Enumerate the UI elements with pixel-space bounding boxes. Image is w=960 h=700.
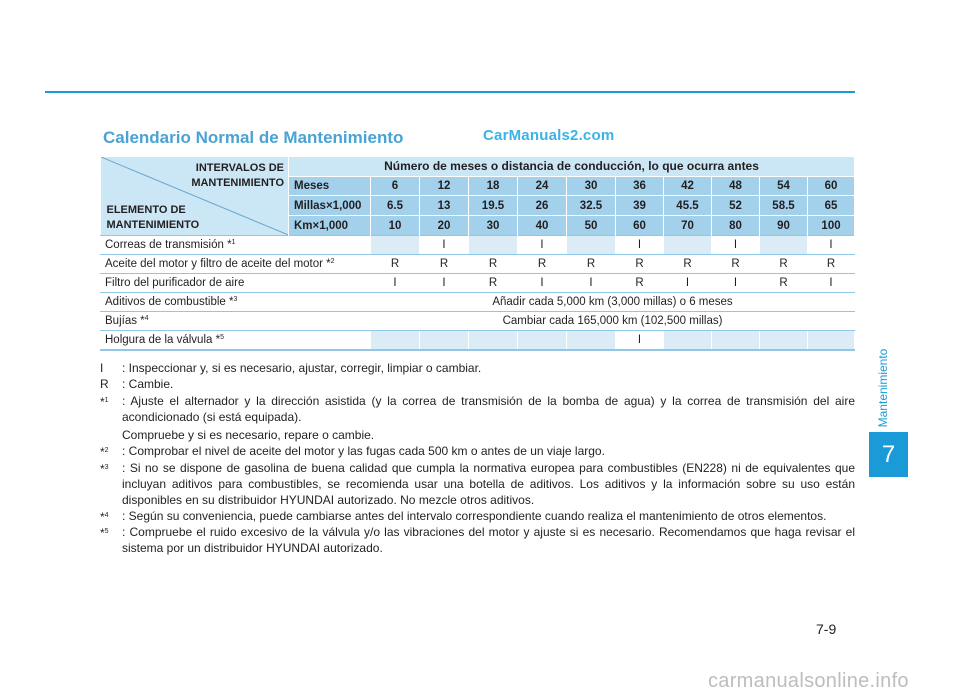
- note-text: Compruebe y si es necesario, repare o cambie.: [122, 428, 375, 442]
- maintenance-schedule-table: [100, 157, 855, 351]
- schedule-cell: [664, 236, 712, 255]
- schedule-cell: I: [518, 236, 567, 255]
- chapter-tab: 7: [869, 432, 908, 477]
- schedule-cell: I: [712, 236, 760, 255]
- interval-value: 10: [371, 216, 420, 236]
- table-row: [101, 331, 855, 351]
- interval-value: 19.5: [469, 196, 518, 216]
- maintenance-item-name: Bujías *$^4$: [101, 312, 371, 331]
- note-key: R: [100, 377, 109, 391]
- maintenance-item-name: Aceite del motor y filtro de aceite del motor *$^2$: [101, 255, 371, 274]
- schedule-cell: R: [808, 255, 855, 274]
- interval-value: 100: [808, 216, 855, 236]
- notes-legend: [100, 360, 855, 556]
- footer-watermark: carmanualsonline.info: [708, 670, 909, 692]
- interval-value: 36: [616, 176, 664, 196]
- interval-value: 45.5: [664, 196, 712, 216]
- note-item: [100, 443, 855, 459]
- note-item: [100, 524, 855, 556]
- side-section-label: Mantenimiento: [876, 348, 890, 428]
- schedule-cell: R: [760, 274, 808, 293]
- schedule-cell: I: [567, 274, 616, 293]
- maintenance-item-name: Correas de transmisión *$^1$: [101, 236, 371, 255]
- schedule-cell: [712, 331, 760, 351]
- schedule-cell: R: [616, 255, 664, 274]
- table-row: [101, 312, 855, 331]
- interval-row-label: Millas×1,000: [289, 196, 371, 216]
- interval-value: 52: [712, 196, 760, 216]
- interval-value: 32.5: [567, 196, 616, 216]
- note-item: [100, 360, 855, 376]
- interval-value: 48: [712, 176, 760, 196]
- interval-value: 42: [664, 176, 712, 196]
- maintenance-interval-note: Cambiar cada 165,000 km (102,500 millas): [371, 312, 855, 331]
- schedule-cell: [808, 331, 855, 351]
- interval-value: 12: [420, 176, 469, 196]
- schedule-cell: I: [808, 236, 855, 255]
- schedule-cell: I: [420, 236, 469, 255]
- schedule-cell: I: [616, 236, 664, 255]
- note-item: [100, 508, 855, 524]
- schedule-cell: [469, 331, 518, 351]
- schedule-cell: I: [518, 274, 567, 293]
- schedule-cell: R: [371, 255, 420, 274]
- schedule-cell: R: [420, 255, 469, 274]
- table-row: [101, 293, 855, 312]
- schedule-cell: [664, 331, 712, 351]
- interval-value: 30: [469, 216, 518, 236]
- note-key: *$^1$: [100, 395, 109, 409]
- schedule-cell: R: [664, 255, 712, 274]
- schedule-cell: [371, 236, 420, 255]
- note-item: [100, 376, 855, 392]
- schedule-cell: [567, 331, 616, 351]
- table-row: [101, 274, 855, 293]
- note-text: : Compruebe el ruido excesivo de la válvula y/o las vibraciones del motor y ajuste si es necesario. Recomendamos que haga revisar el sistema por un distribuidor HYUNDAI autorizado.: [122, 525, 855, 555]
- interval-value: 24: [518, 176, 567, 196]
- schedule-cell: I: [664, 274, 712, 293]
- maintenance-item-name: Aditivos de combustible *$^3$: [101, 293, 371, 312]
- schedule-cell: R: [567, 255, 616, 274]
- maintenance-item-name: Holgura de la válvula *$^5$: [101, 331, 371, 351]
- interval-value: 20: [420, 216, 469, 236]
- interval-value: 70: [664, 216, 712, 236]
- interval-value: 39: [616, 196, 664, 216]
- page-title: Calendario Normal de Mantenimiento: [103, 128, 404, 147]
- note-key: *$^5$: [100, 526, 109, 540]
- interval-value: 18: [469, 176, 518, 196]
- interval-value: 60: [808, 176, 855, 196]
- note-item: [100, 427, 855, 443]
- schedule-cell: [760, 331, 808, 351]
- interval-value: 13: [420, 196, 469, 216]
- interval-value: 50: [567, 216, 616, 236]
- table-row: [101, 236, 855, 255]
- interval-value: 40: [518, 216, 567, 236]
- corner-items-label: ELEMENTO DE MANTENIMIENTO: [106, 204, 200, 231]
- schedule-cell: [518, 331, 567, 351]
- schedule-cell: I: [808, 274, 855, 293]
- schedule-cell: R: [518, 255, 567, 274]
- schedule-cell: [567, 236, 616, 255]
- schedule-cell: R: [469, 274, 518, 293]
- interval-value: 60: [616, 216, 664, 236]
- schedule-cell: I: [371, 274, 420, 293]
- top-rule: [45, 91, 855, 93]
- schedule-cell: R: [469, 255, 518, 274]
- interval-value: 6: [371, 176, 420, 196]
- page-number: 7-9: [816, 621, 837, 637]
- schedule-cell: [469, 236, 518, 255]
- interval-value: 80: [712, 216, 760, 236]
- note-text: : Ajuste el alternador y la dirección asistida (y la correa de transmisión de la bomba de agua) y la correa de transmisión del aire acondicionado (si está equipada).: [122, 394, 855, 424]
- interval-value: 30: [567, 176, 616, 196]
- schedule-cell: R: [712, 255, 760, 274]
- interval-value: 6.5: [371, 196, 420, 216]
- note-key: I: [100, 361, 104, 375]
- note-text: : Inspeccionar y, si es necesario, ajustar, corregir, limpiar o cambiar.: [122, 361, 482, 375]
- interval-value: 65: [808, 196, 855, 216]
- schedule-cell: R: [760, 255, 808, 274]
- table-corner-header: [101, 157, 289, 236]
- schedule-cell: I: [420, 274, 469, 293]
- schedule-cell: [420, 331, 469, 351]
- note-text: : Cambie.: [122, 377, 174, 391]
- watermark-text: CarManuals2.com: [483, 127, 615, 144]
- schedule-cell: I: [712, 274, 760, 293]
- schedule-cell: I: [616, 331, 664, 351]
- schedule-cell: R: [616, 274, 664, 293]
- interval-value: 90: [760, 216, 808, 236]
- note-text: : Si no se dispone de gasolina de buena calidad que cumpla la normativa europea para combustibles (EN228) ni de equivalentes que incluyan aditivos para combustibles, se recomienda usar una botella de aditivos. Los aditivos y la información sobre su uso están disponibles en su distribuidor HYUNDAI autorizado. No mezcle otros aditivos.: [122, 461, 855, 507]
- schedule-cell: [760, 236, 808, 255]
- note-item: [100, 460, 855, 508]
- maintenance-item-name: Filtro del purificador de aire: [101, 274, 371, 293]
- interval-row-label: Meses: [289, 176, 371, 196]
- note-key: *$^4$: [100, 510, 109, 524]
- interval-row-label: Km×1,000: [289, 216, 371, 236]
- note-text: : Comprobar el nivel de aceite del motor y las fugas cada 500 km o antes de un viaje largo.: [122, 444, 605, 458]
- interval-value: 58.5: [760, 196, 808, 216]
- note-key: *$^3$: [100, 462, 109, 476]
- interval-value: 54: [760, 176, 808, 196]
- corner-intervals-label: INTERVALOS DE MANTENIMIENTO: [191, 162, 284, 189]
- interval-main-header: Número de meses o distancia de conducción, lo que ocurra antes: [289, 157, 855, 176]
- table-row: [101, 255, 855, 274]
- note-item: [100, 393, 855, 425]
- note-key: *$^2$: [100, 445, 109, 459]
- interval-value: 26: [518, 196, 567, 216]
- maintenance-interval-note: Añadir cada 5,000 km (3,000 millas) o 6 meses: [371, 293, 855, 312]
- note-text: : Según su conveniencia, puede cambiarse antes del intervalo correspondiente cuando realiza el mantenimiento de otros elementos.: [122, 509, 827, 523]
- schedule-cell: [371, 331, 420, 351]
